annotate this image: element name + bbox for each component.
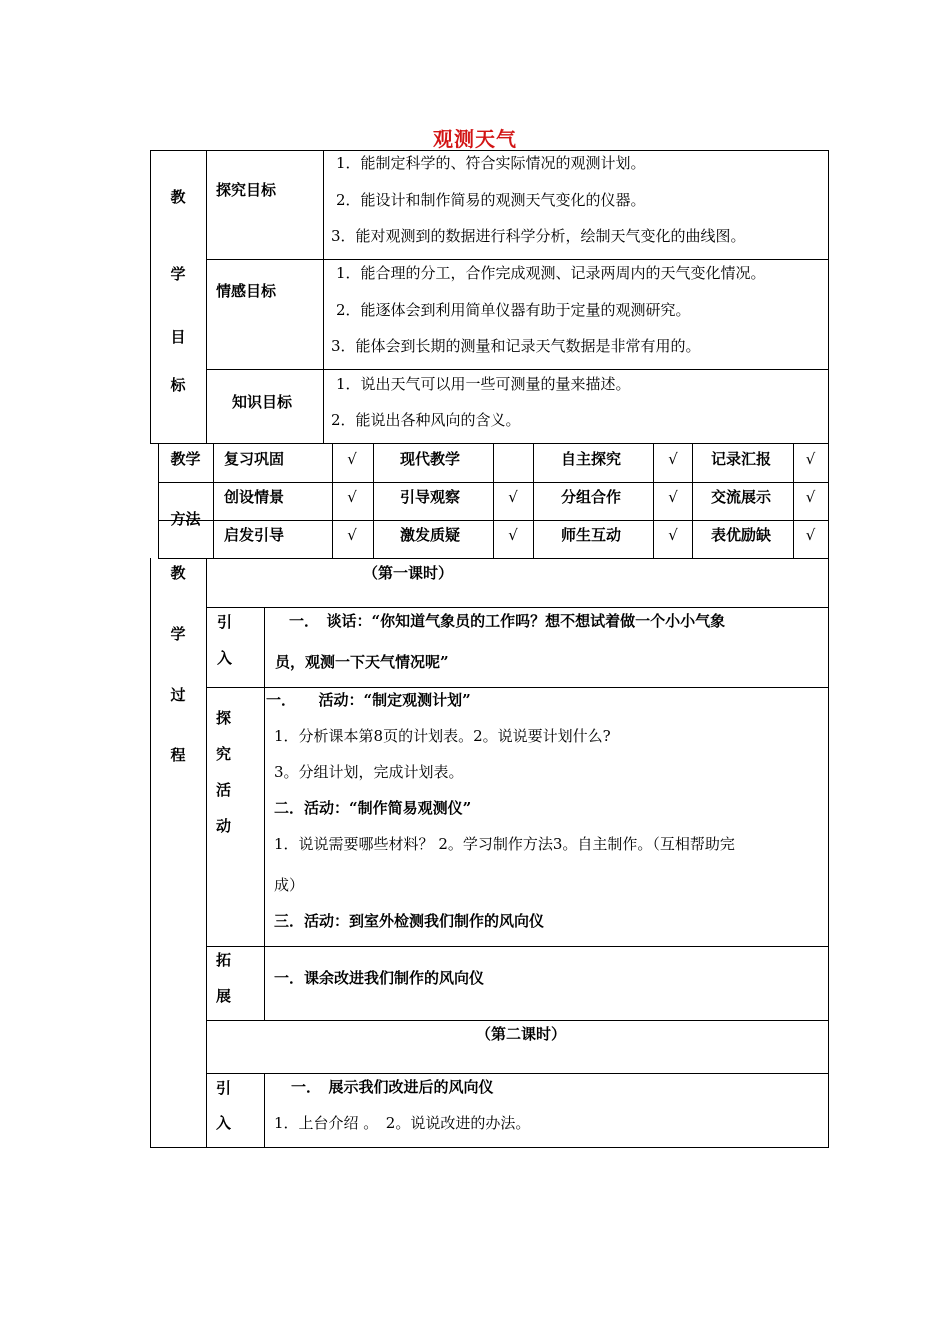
table-border	[206, 607, 828, 608]
goal-item: 2．能说出各种风向的含义。	[331, 411, 521, 429]
goal-item: 2．能逐体会到利用简单仪器有助于定量的观测研究。	[336, 301, 691, 319]
table-border	[206, 150, 207, 443]
table-border	[213, 443, 214, 558]
goal-item: 2．能设计和制作简易的观测天气变化的仪器。	[336, 191, 646, 209]
method-label: 激发质疑	[400, 526, 461, 544]
table-border	[206, 558, 207, 1147]
table-border	[150, 150, 829, 151]
lesson-two-heading: （第二课时）	[476, 1025, 567, 1043]
extend-label: 展	[216, 987, 232, 1005]
table-border	[150, 558, 151, 1147]
goals-side-label: 标	[170, 376, 186, 394]
extend-label: 拓	[216, 951, 232, 969]
table-border	[828, 150, 829, 443]
table-border	[206, 369, 828, 370]
method-label: 现代教学	[400, 450, 461, 468]
process-side-label: 教	[170, 564, 186, 582]
methods-side-label: 方法	[170, 510, 201, 528]
activity-step: 1．说说需要哪些材料？ 2。学习制作方法3。自主制作。（互相帮助完	[274, 835, 735, 853]
process-side-label: 学	[170, 625, 186, 643]
goal-item: 1．能合理的分工，合作完成观测、记录两周内的天气变化情况。	[336, 264, 766, 282]
intro-label: 引	[216, 1079, 232, 1097]
process-side-label: 过	[170, 686, 186, 704]
method-label: 启发引导	[224, 526, 285, 544]
activity-step: 3。分组计划，完成计划表。	[274, 763, 464, 781]
explore-label: 活	[216, 781, 232, 799]
explore-label: 探	[216, 709, 232, 727]
intro-text: 一． 谈话：“你知道气象员的工作吗？想不想试着做一个小小气象	[289, 612, 726, 630]
method-label: 创设情景	[224, 488, 285, 506]
check-mark: √	[805, 488, 816, 506]
goals-side-label: 学	[170, 265, 186, 283]
table-border	[373, 443, 374, 558]
goal-item: 1．能制定科学的、符合实际情况的观测计划。	[336, 154, 646, 172]
table-border	[150, 443, 829, 444]
method-label: 记录汇报	[711, 450, 772, 468]
lesson-one-heading: （第一课时）	[363, 564, 454, 582]
explore-label: 动	[216, 817, 232, 835]
intro-label: 入	[216, 1114, 232, 1132]
method-label: 复习巩固	[224, 450, 285, 468]
table-border	[206, 946, 828, 947]
check-mark: √	[805, 526, 816, 544]
activity-heading: 二．活动：“制作简易观测仪”	[274, 799, 472, 817]
table-border	[206, 1020, 828, 1021]
activity-step: 1．分析课本第8页的计划表。2。说说要计划什么?	[274, 727, 611, 745]
check-mark: √	[347, 488, 357, 506]
intro-text: 一． 展示我们改进后的风向仪	[291, 1078, 494, 1096]
check-mark: √	[668, 526, 678, 544]
table-border	[150, 1147, 829, 1148]
check-mark: √	[668, 450, 678, 468]
method-label: 师生互动	[561, 526, 622, 544]
activity-step: 成）	[274, 876, 305, 894]
table-border	[158, 558, 829, 559]
intro-label: 引	[217, 613, 233, 631]
goal-category-inquiry: 探究目标	[216, 181, 277, 199]
table-border	[828, 443, 829, 558]
activity-heading: 一． 活动：“制定观测计划”	[266, 691, 471, 709]
goals-side-label: 教	[170, 188, 186, 206]
table-border	[323, 150, 324, 443]
goal-item: 1．说出天气可以用一些可测量的量来描述。	[336, 375, 631, 393]
goal-category-knowledge: 知识目标	[232, 393, 293, 411]
table-border	[533, 443, 534, 558]
check-mark: √	[508, 526, 518, 544]
check-mark: √	[508, 488, 518, 506]
methods-side-label: 教学	[170, 450, 201, 468]
method-label: 交流展示	[711, 488, 772, 506]
table-border	[264, 1073, 265, 1147]
activity-heading: 三．活动：到室外检测我们制作的风向仪	[274, 912, 545, 930]
intro-label: 入	[217, 649, 233, 667]
check-mark: √	[668, 488, 678, 506]
goal-item: 3．能体会到长期的测量和记录天气数据是非常有用的。	[331, 337, 701, 355]
method-label: 表优励缺	[711, 526, 772, 544]
check-mark: √	[805, 450, 816, 468]
explore-label: 究	[216, 745, 232, 763]
extend-text: 一．课余改进我们制作的风向仪	[274, 969, 485, 987]
table-border	[828, 558, 829, 1147]
goal-category-emotion: 情感目标	[216, 282, 277, 300]
intro-text: 员，观测一下天气情况呢”	[275, 653, 449, 671]
method-label: 自主探究	[561, 450, 622, 468]
method-label: 引导观察	[400, 488, 461, 506]
table-border	[206, 259, 828, 260]
table-border	[206, 1073, 828, 1074]
table-border	[206, 687, 828, 688]
page-title: 观测天气	[433, 127, 517, 151]
goals-side-label: 目	[170, 328, 186, 346]
check-mark: √	[347, 526, 357, 544]
intro-text: 1．上台介绍 。 2。说说改进的办法。	[274, 1114, 531, 1132]
goal-item: 3．能对观测到的数据进行科学分析，绘制天气变化的曲线图。	[331, 227, 746, 245]
process-side-label: 程	[170, 746, 186, 764]
method-label: 分组合作	[561, 488, 622, 506]
table-border	[264, 607, 265, 1021]
check-mark: √	[347, 450, 357, 468]
